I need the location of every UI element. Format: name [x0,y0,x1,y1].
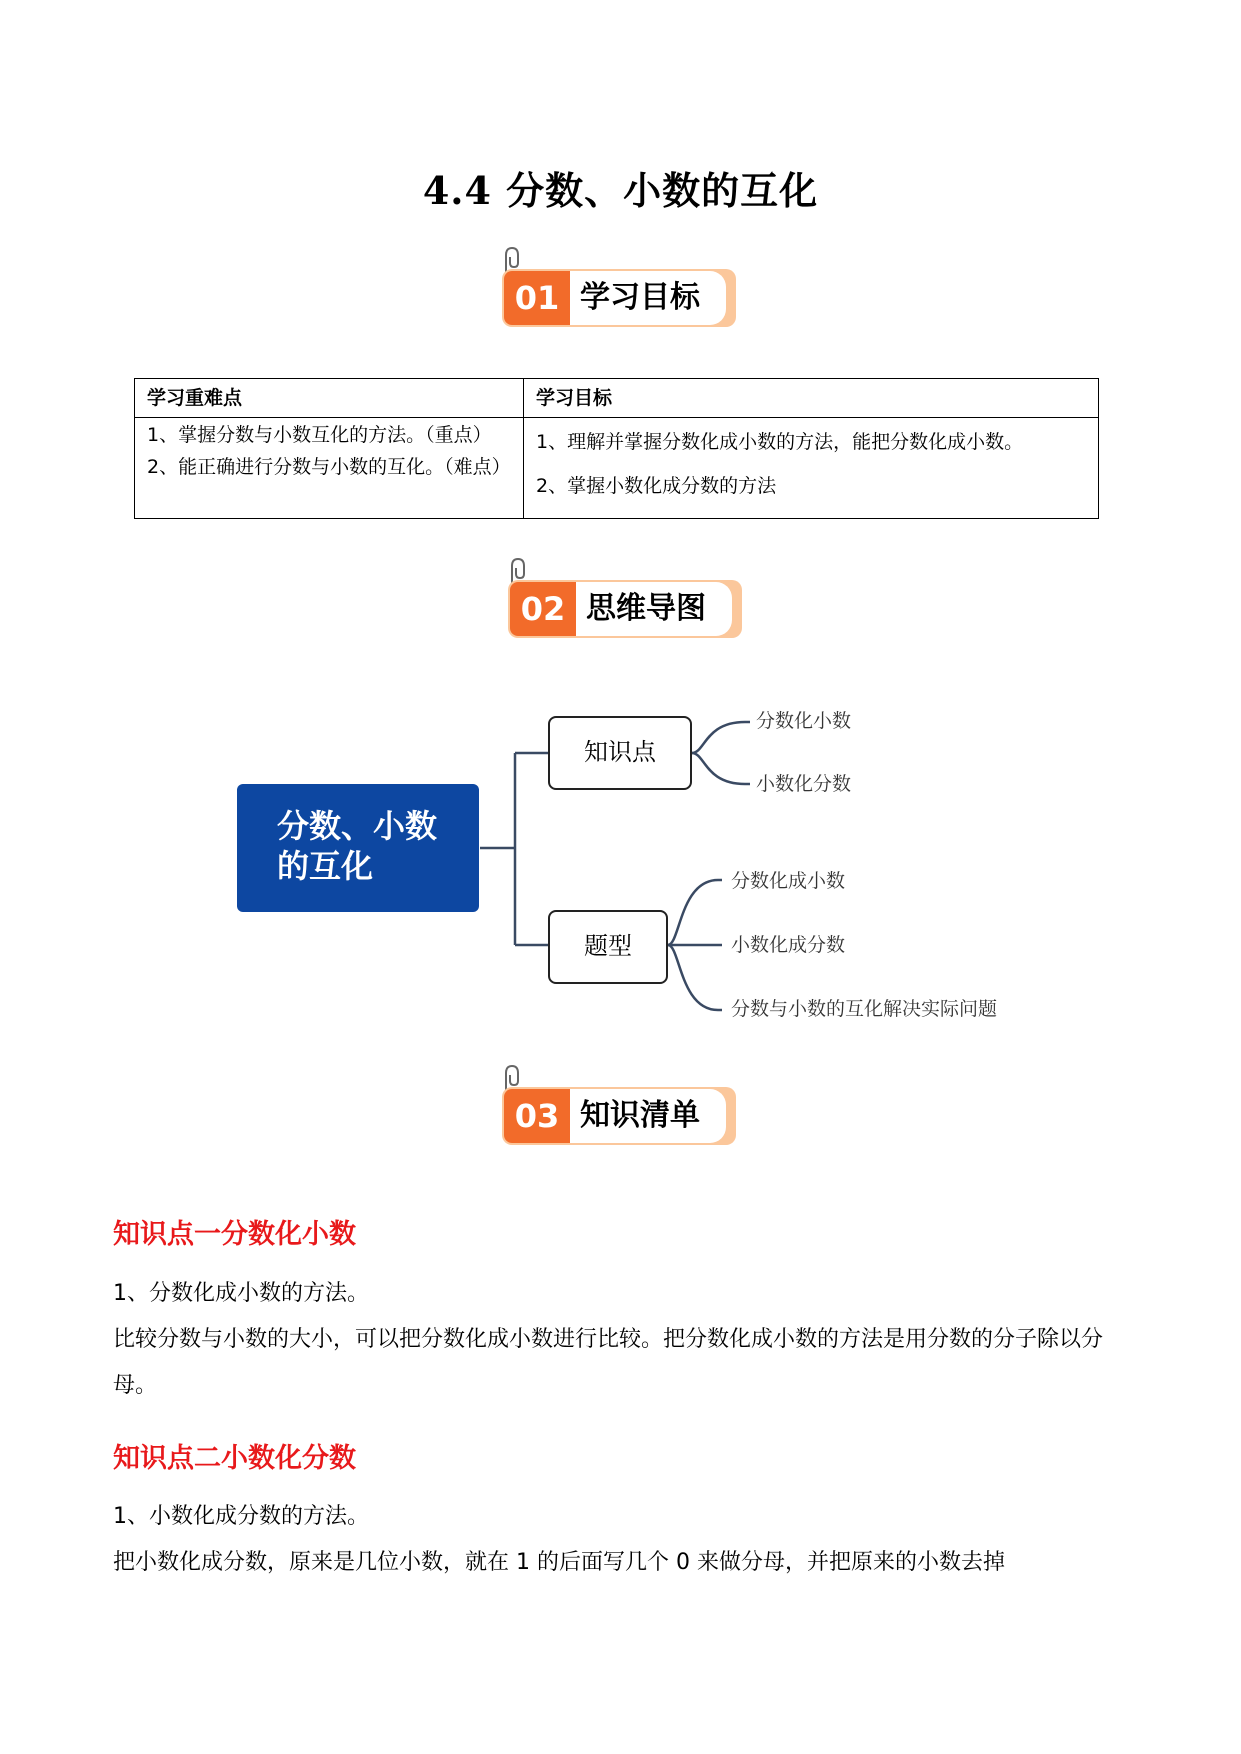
goal-item: 1、理解并掌握分数化成小数的方法，能把分数化成小数。 [536,431,1024,453]
section-number: 03 [504,1089,570,1143]
mindmap-root-node [237,784,479,912]
section-number: 02 [510,582,576,636]
mindmap-leaf: 小数化成分数 [731,934,846,956]
difficulty-item: 1、掌握分数与小数互化的方法。（重点） [147,424,492,446]
section-badge-knowledge [498,1063,738,1149]
page-title: 4.4 分数、小数的互化 [422,168,819,213]
mindmap-leaf: 分数化成小数 [731,870,846,892]
knowledge-text-1 [113,1271,1133,1409]
table-header-difficulty: 学习重难点 [135,379,524,418]
knowledge-heading-2: 知识点二小数化分数 [113,1443,356,1474]
goal-item: 2、掌握小数化成分数的方法 [536,475,777,498]
mindmap-leaf: 分数与小数的互化解决实际问题 [731,998,998,1020]
knowledge-line: 1、小数化成分数的方法。 [113,1504,369,1529]
knowledge-text-2 [113,1494,1133,1586]
difficulty-item: 2、能正确进行分数与小数的互化。（难点） [147,455,511,478]
root-line: 分数、小数 [277,807,438,845]
badge-notch [728,1108,736,1124]
mindmap-leaf: 小数化分数 [756,773,852,795]
table-header-goals: 学习目标 [524,379,1099,418]
root-line: 的互化 [277,847,374,885]
mindmap-branch-knowledge: 知识点 [548,716,692,790]
section-label: 学习目标 [570,271,726,325]
section-label: 知识清单 [570,1089,726,1143]
knowledge-heading-1: 知识点一分数化小数 [113,1219,356,1250]
mindmap-branch-question-types: 题型 [548,910,668,984]
mindmap-leaf: 分数化小数 [756,710,852,732]
knowledge-line: 比较分数与小数的大小，可以把分数化成小数进行比较。把分数化成小数的方法是用分数的分子除以分母。 [113,1327,1104,1398]
section-label: 思维导图 [576,582,732,636]
knowledge-line: 1、分数化成小数的方法。 [113,1281,369,1306]
knowledge-line: 把小数化成分数，原来是几位小数，就在 1 的后面写几个 0 来做分母，并把原来的小数去掉 [113,1550,1005,1575]
section-number: 01 [504,271,570,325]
